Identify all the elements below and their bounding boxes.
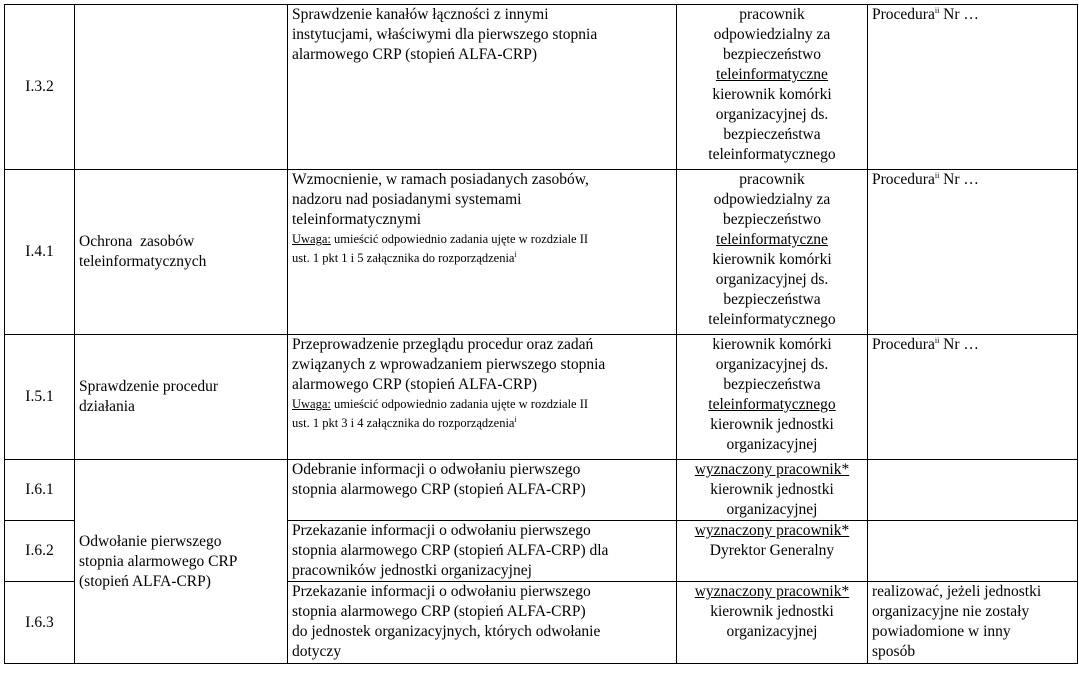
- row-id: I.6.2: [5, 521, 75, 582]
- area-cell: Odwołanie pierwszego stopnia alarmowego CRP (stopień ALFA-CRP): [75, 460, 288, 664]
- task-cell: Przeprowadzenie przeglądu procedur oraz zadań związanych z wprowadzaniem pierwszego stopnia alarmowego CRP (stopień ALFA-CRP) Uwaga: umieścić odpowiednio zadania ujęte w rozdziale II ust. 1 pkt 3 i 4 załącznika do rozporządzenia$^i$: [288, 335, 677, 460]
- remarks-cell: realizować, jeżeli jednostki organizacyjne nie zostały powiadomione w inny sposób: [868, 582, 1078, 664]
- task-cell: Wzmocnienie, w ramach posiadanych zasobów, nadzoru nad posiadanymi systemami teleinformatycznymi Uwaga: umieścić odpowiednio zadania ujęte w rozdziale II ust. 1 pkt 1 i 5 załącznika do rozporządzenia$^i$: [288, 170, 677, 335]
- responsible-cell: kierownik komórki organizacyjnej ds. bezpieczeństwa teleinformatycznego kierownik jednostki organizacyjnej: [677, 335, 868, 460]
- responsible-cell: wyznaczony pracownik* kierownik jednostki organizacyjnej: [677, 582, 868, 664]
- responsible-cell: wyznaczony pracownik* kierownik jednostki organizacyjnej: [677, 460, 868, 521]
- row-id: I.3.2: [5, 5, 75, 170]
- table-row: [5, 460, 1078, 521]
- task-cell: Sprawdzenie kanałów łączności z innymi instytucjami, właściwymi dla pierwszego stopnia alarmowego CRP (stopień ALFA-CRP): [288, 5, 677, 170]
- task-cell: Przekazanie informacji o odwołaniu pierwszego stopnia alarmowego CRP (stopień ALFA-CRP) do jednostek organizacyjnych, których odwołanie dotyczy: [288, 582, 677, 664]
- note: Uwaga: umieścić odpowiednio zadania ujęte w rozdziale II: [292, 397, 589, 411]
- responsible-cell: pracownik odpowiedzialny za bezpieczeństwo teleinformatyczne kierownik komórki organizacyjnej ds. bezpieczeństwa teleinformatycznego: [677, 5, 868, 170]
- procedure-cell: [868, 521, 1078, 582]
- note: Uwaga: umieścić odpowiednio zadania ujęte w rozdziale II: [292, 232, 589, 246]
- procedure-cell: Procedura$^{ii}$ Nr …: [868, 5, 1078, 170]
- responsible-cell: pracownik odpowiedzialny za bezpieczeństwo teleinformatyczne kierownik komórki organizacyjnej ds. bezpieczeństwa teleinformatycznego: [677, 170, 868, 335]
- area-cell: [75, 5, 288, 170]
- responsible-cell: wyznaczony pracownik* Dyrektor Generalny: [677, 521, 868, 582]
- task-cell: Przekazanie informacji o odwołaniu pierwszego stopnia alarmowego CRP (stopień ALFA-CRP) dla pracowników jednostki organizacyjnej: [288, 521, 677, 582]
- procedure-cell: Procedura$^{ii}$ Nr …: [868, 170, 1078, 335]
- table-row: [5, 170, 1078, 335]
- table-row: [5, 335, 1078, 460]
- procedure-cell: Procedura$^{ii}$ Nr …: [868, 335, 1078, 460]
- row-id: I.6.1: [5, 460, 75, 521]
- row-id: I.6.3: [5, 582, 75, 664]
- task-cell: Odebranie informacji o odwołaniu pierwszego stopnia alarmowego CRP (stopień ALFA-CRP): [288, 460, 677, 521]
- crp-procedures-table: [4, 4, 1078, 664]
- row-id: I.4.1: [5, 170, 75, 335]
- area-cell: Ochrona zasobów teleinformatycznych: [75, 170, 288, 335]
- table-row: [5, 5, 1078, 170]
- area-cell: Sprawdzenie procedur działania: [75, 335, 288, 460]
- row-id: I.5.1: [5, 335, 75, 460]
- procedure-cell: [868, 460, 1078, 521]
